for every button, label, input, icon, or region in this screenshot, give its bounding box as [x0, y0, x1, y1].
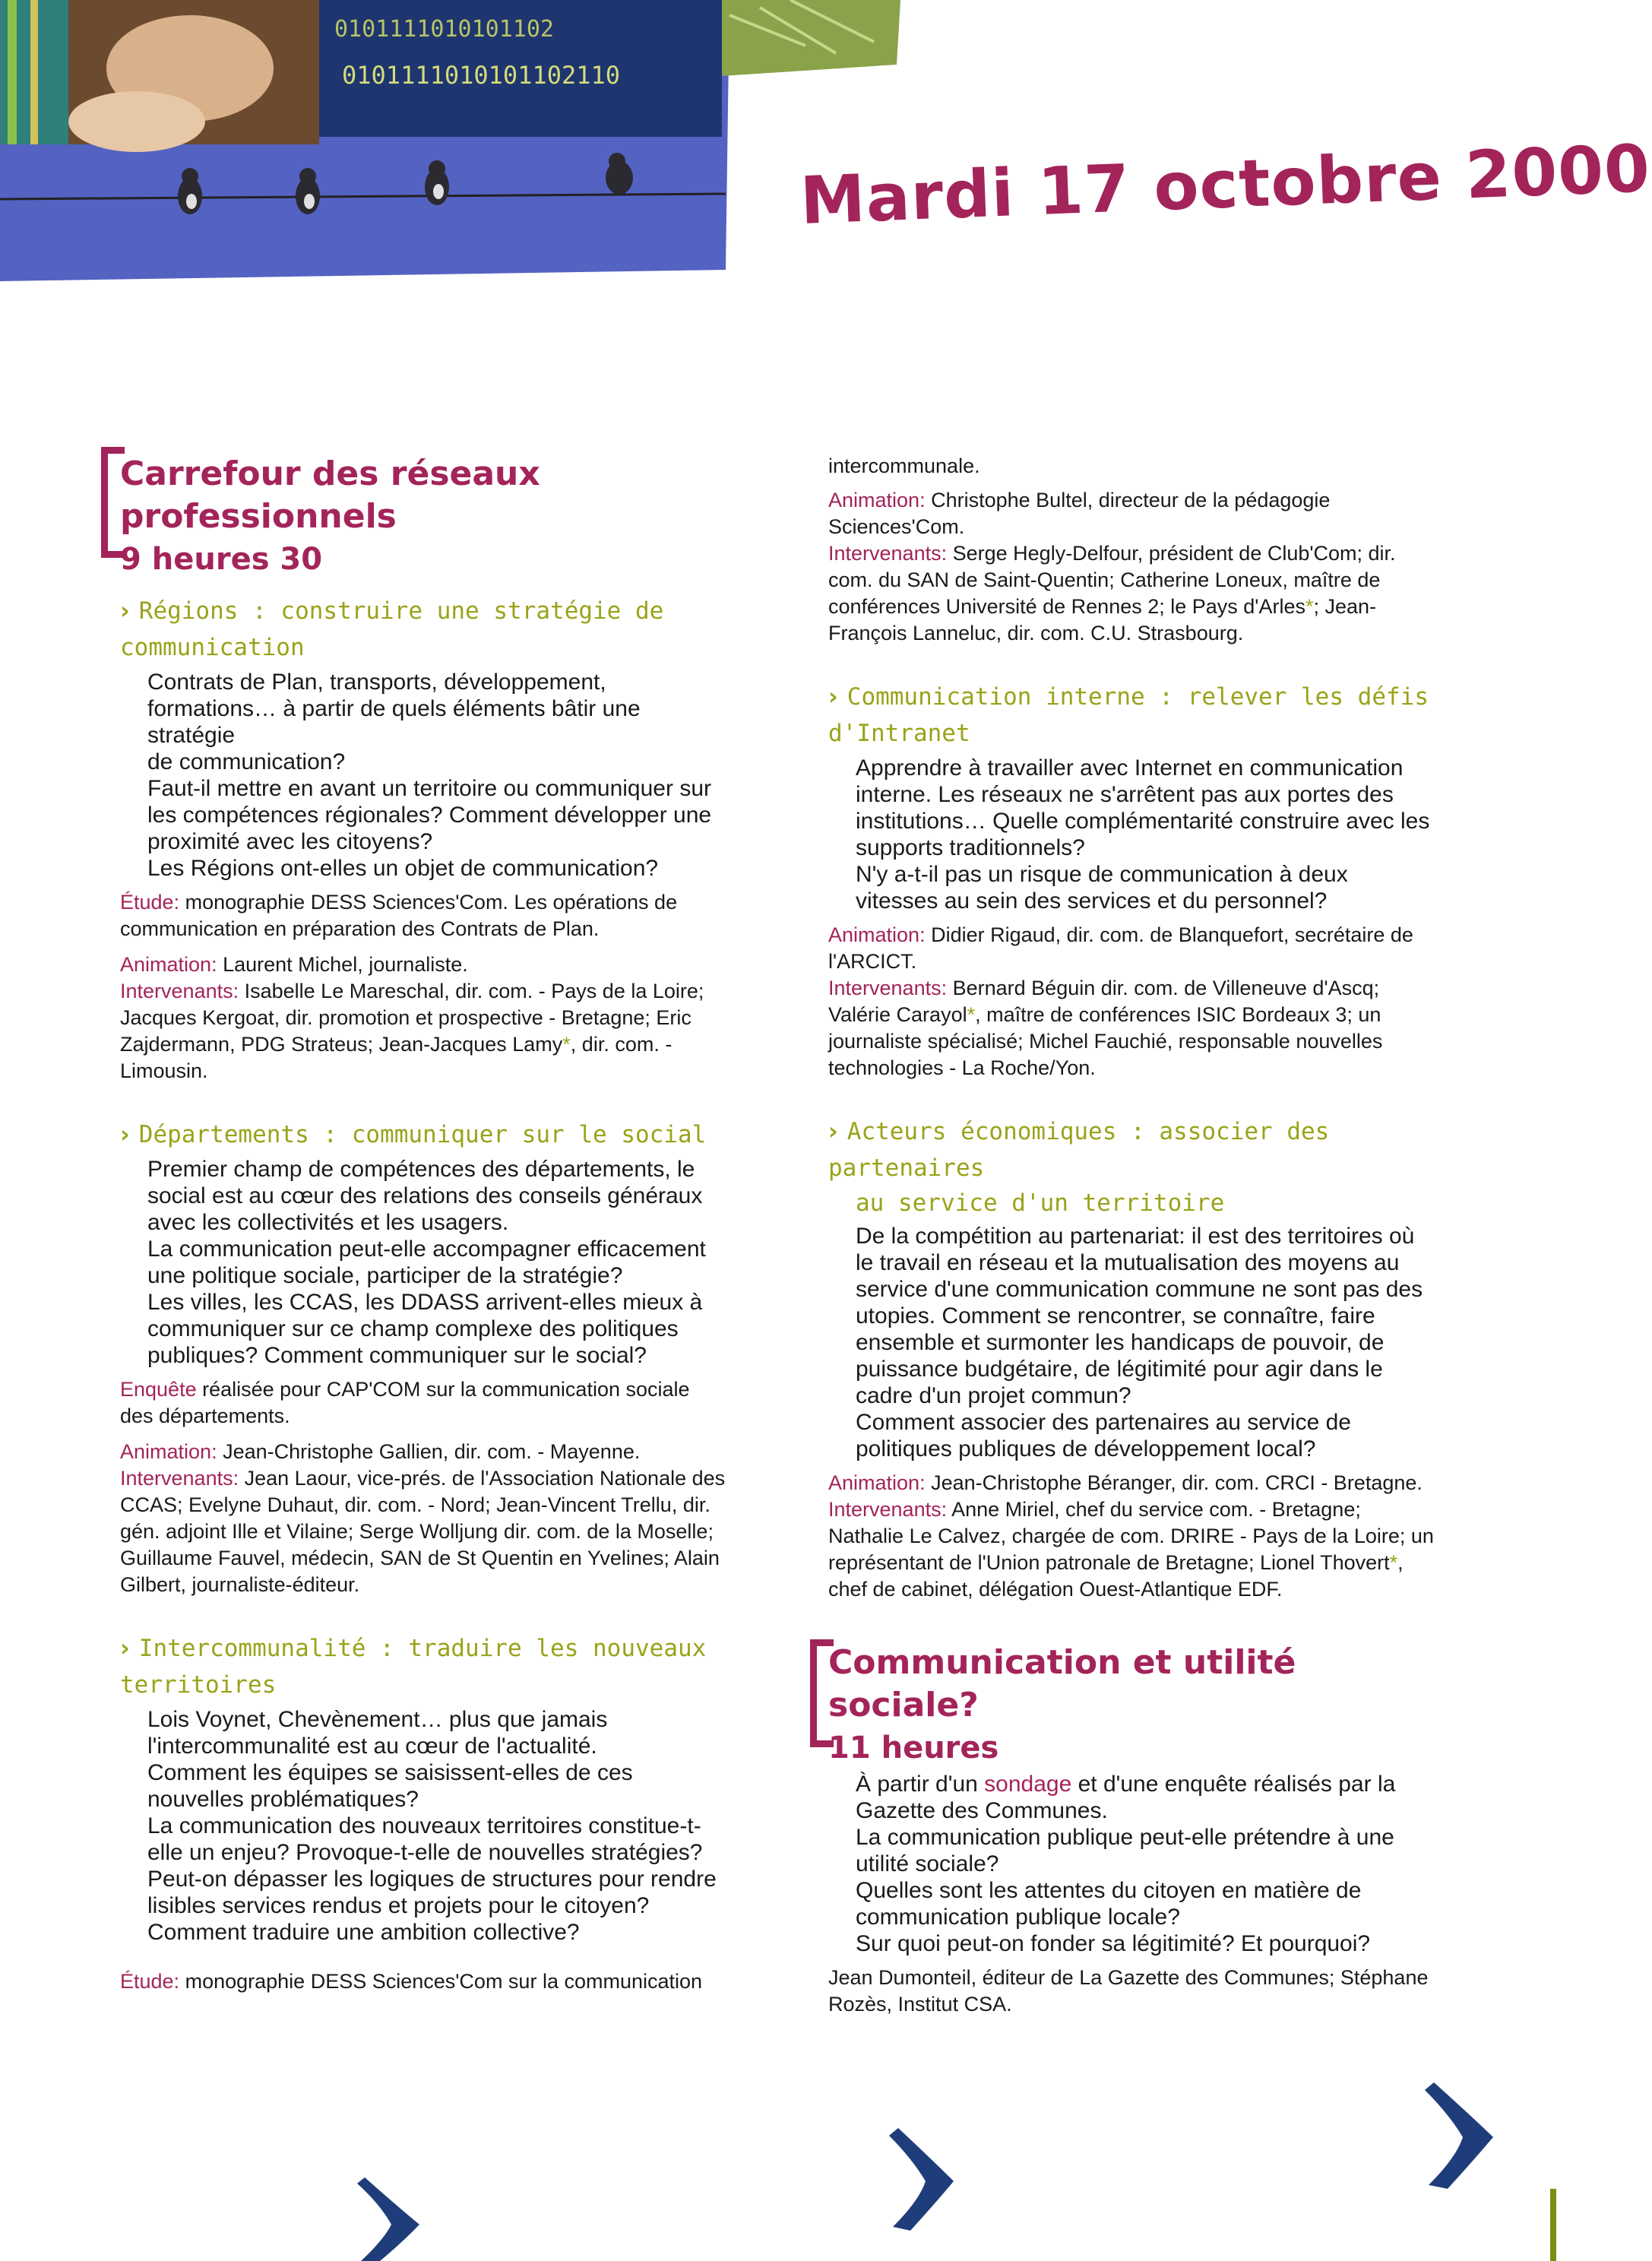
topic-subtitle: au service d'un territoire: [856, 1189, 1225, 1217]
speakers-line: Intervenants: Isabelle Le Mareschal, dir. com. - Pays de la Loire; Jacques Kergoat, dir. promotion et prospective - Bretagne; Eric Zajdermann, PDG Strateus; Jean-Jacques Lamy*, dir. com. - Limousin.: [120, 980, 704, 1082]
section-title: Communication et utilité sociale?: [828, 1643, 1296, 1724]
chevron-right-icon: ›: [828, 1118, 838, 1145]
topic-title: › Départements : communiquer sur le social: [120, 1121, 707, 1148]
svg-text:0101111010101102110: 0101111010101102110: [342, 61, 621, 90]
animation-line: Animation: Jean-Christophe Gallien, dir. com. - Mayenne.: [120, 1440, 641, 1463]
chevron-right-icon: [889, 2128, 957, 2234]
event-date: Mardi 17 octobre 2000: [799, 131, 1652, 239]
banner-collage: [0, 0, 729, 281]
animation-line: Animation: Jean-Christophe Béranger, dir. com. CRCI - Bretagne.: [828, 1471, 1423, 1494]
topic-title: › Communication interne : relever les défis d'Intranet: [828, 683, 1429, 747]
study-line-continued: intercommunale.: [828, 454, 980, 477]
study-line: Enquête réalisée pour CAP'COM sur la communication sociale des départements.: [120, 1378, 690, 1427]
topic-title: › Intercommunalité : traduire les nouveaux territoires: [120, 1635, 707, 1699]
speakers-line: Intervenants: Bernard Béguin dir. com. de Villeneuve d'Ascq; Valérie Carayol*, maître de conférences ISIC Bordeaux 3; un journaliste spécialisé; Michel Fauchié, responsable nouvelles technologies - La Roche/Yon.: [828, 977, 1383, 1079]
topic-body: De la compétition au partenariat: il est des territoires où le travail en réseau et la mutualisation des moyens au service d'une communication commune ne sont pas des utopies. Comment se rencontrer, se connaître, faire ensemble et surmonter les handicaps de pouvoir, de puissance budgétaire, de légitimité pour agir dans le cadre d'un projet commun? Comment associer des partenaires au service de politiques publiques de développement local?: [856, 1224, 1423, 1461]
section-time: 9 heures 30: [120, 542, 323, 577]
topic-body: Premier champ de compétences des départements, le social est au cœur des relations des conseils généraux avec les collectivités et les usagers. La communication peut-elle accompagner efficacement une politique sociale, participer de la stratégie? Les villes, les CCAS, les DDASS arrivent-elles mieux à communiquer sur ce champ complexe des politiques publiques? Comment communiquer sur le social?: [147, 1157, 706, 1368]
chevron-right-icon: ›: [120, 597, 130, 625]
speakers-line: Intervenants: Jean Laour, vice-prés. de l'Association Nationale des CCAS; Evelyne Duhaut, dir. com. - Nord; Jean-Vincent Trellu, dir. gén. adjoint Ille et Vilaine; Serge Wolljung dir. com. de la Moselle; Guillaume Fauvel, médecin, SAN de St Quentin en Yvelines; Alain Gilbert, journaliste-éditeur.: [120, 1467, 726, 1596]
chevron-right-icon: ›: [120, 1121, 130, 1148]
study-line: Étude: monographie DESS Sciences'Com. Les opérations de communication en préparation des Contrats de Plan.: [120, 891, 678, 940]
topic-title: › Acteurs économiques : associer des partenaires: [828, 1118, 1330, 1182]
speakers-line: Intervenants: Serge Hegly-Delfour, président de Club'Com; dir. com. du SAN de Saint-Quentin; Catherine Loneux, maître de conférences Université de Rennes 2; le Pays d'Arles*; Jean-François Lanneluc, dir. com. C.U. Strasbourg.: [828, 542, 1396, 644]
animation-line: Animation: Laurent Michel, journaliste.: [120, 953, 468, 976]
edge-bar: [1550, 2189, 1556, 2261]
right-column: [828, 453, 1436, 1603]
study-line: Étude: monographie DESS Sciences'Com sur la communication: [120, 1970, 703, 1993]
speakers-line: Intervenants: Anne Miriel, chef du service com. - Bretagne; Nathalie Le Calvez, chargée de com. DRIRE - Pays de la Loire; un représentant de l'Union patronale de Bretagne; Lionel Thovert*, chef de cabinet, délégation Ouest-Atlantique EDF.: [828, 1498, 1434, 1601]
animation-line: Animation: Christophe Bultel, directeur de la pédagogie Sciences'Com.: [828, 489, 1331, 538]
chevron-right-icon: ›: [828, 683, 838, 711]
chevron-right-icon: ›: [120, 1635, 130, 1662]
section-body: À partir d'un sondage et d'une enquête réalisés par la Gazette des Communes. La communication publique peut-elle prétendre à une utilité sociale? Quelles sont les attentes du citoyen en matière de communication publique locale? Sur quoi peut-on fonder sa légitimité? Et pourquoi?: [856, 1772, 1396, 1956]
topic-body: Apprendre à travailler avec Internet en communication interne. Les réseaux ne s'arrêtent pas aux portes des institutions… Quelle complémentarité construire avec les supports traditionnels? N'y a-t-il pas un risque de communication à deux vitesses au sein des services et du personnel?: [856, 755, 1430, 914]
section-2: [828, 1642, 1436, 2018]
section-time: 11 heures: [828, 1731, 999, 1765]
topic-body: Lois Voynet, Chevènement… plus que jamais l'intercommunalité est au cœur de l'actualité. Comment les équipes se saisissent-elles de ces nouvelles problématiques? La communication des nouveaux territoires constitue-t-elle un enjeu? Provoque-t-elle de nouvelles stratégies? Peut-on dépasser les logiques de structures pour rendre lisibles services rendus et projets pour le citoyen? Comment traduire une ambition collective?: [147, 1707, 717, 1945]
speakers-line: Jean Dumonteil, éditeur de La Gazette des Communes; Stéphane Rozès, Institut CSA.: [828, 1966, 1429, 2016]
chevron-right-icon: [357, 2177, 426, 2261]
topic-body: Contrats de Plan, transports, développement, formations… à partir de quels éléments bâtir une stratégie de communication? Faut-il mettre en avant un territoire ou communiquer sur les compétences régionales? Comment développer une proximité avec les citoyens? Les Régions ont-elles un objet de communication?: [147, 670, 712, 881]
survey-link: sondage: [984, 1772, 1072, 1797]
svg-text:0101111010101102: 0101111010101102: [334, 16, 554, 43]
left-column: [120, 453, 728, 1995]
topic-title: › Régions : construire une stratégie de communication: [120, 597, 664, 661]
section-title: Carrefour des réseaux professionnels: [120, 454, 540, 536]
animation-line: Animation: Didier Rigaud, dir. com. de Blanquefort, secrétaire de l'ARCICT.: [828, 923, 1413, 973]
chevron-right-icon: [1425, 2082, 1497, 2193]
